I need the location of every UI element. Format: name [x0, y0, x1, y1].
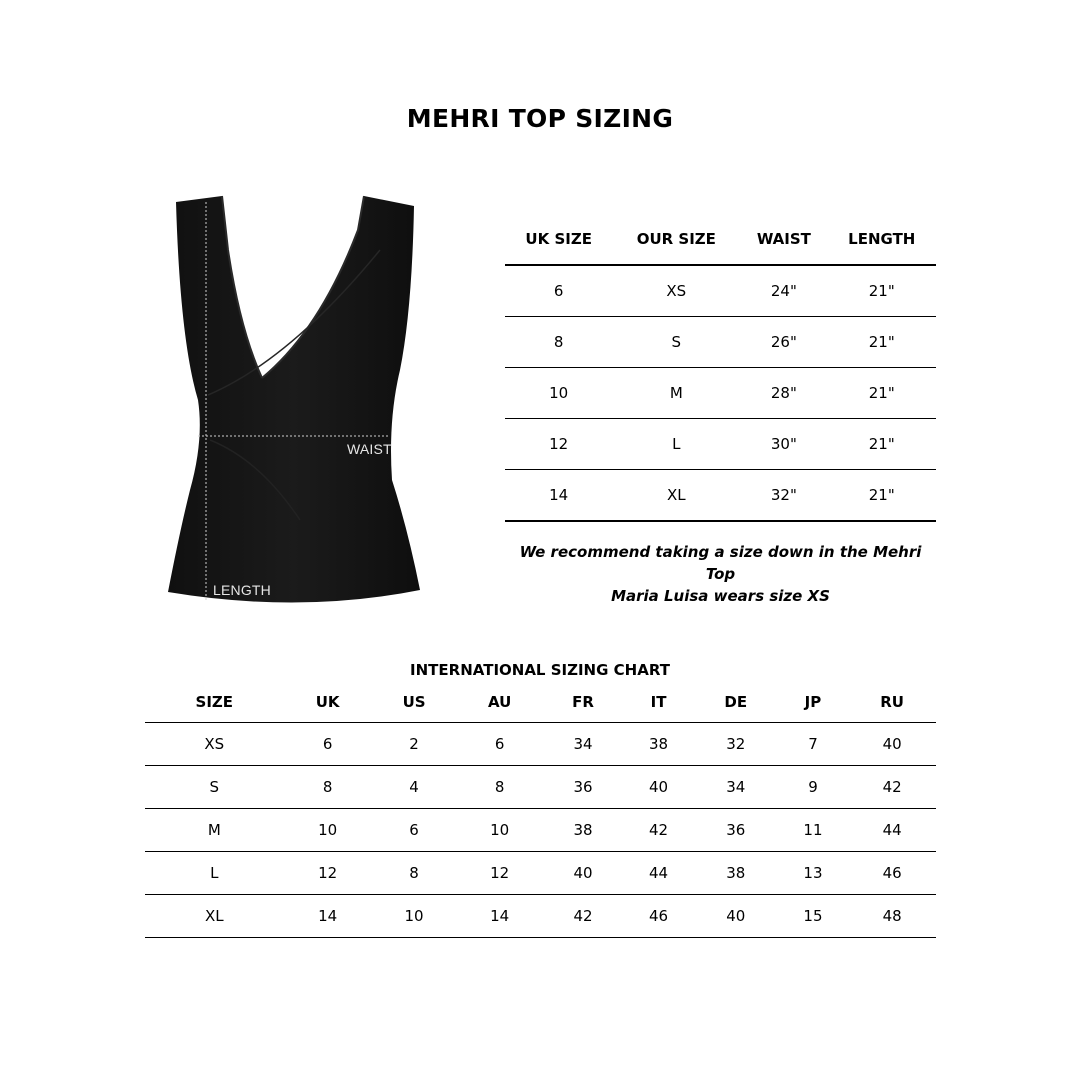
international-chart-title: INTERNATIONAL SIZING CHART — [410, 661, 670, 679]
table-cell: 8 — [505, 317, 612, 368]
table-cell: 21" — [828, 470, 936, 522]
table-row — [145, 852, 936, 895]
column-header: FR — [543, 682, 624, 723]
table-cell: 38 — [694, 852, 778, 895]
table-cell: 32" — [740, 470, 827, 522]
table-cell: 8 — [372, 852, 457, 895]
table-cell: 46 — [848, 852, 936, 895]
table-cell: 42 — [848, 766, 936, 809]
table-cell: 46 — [623, 895, 694, 938]
table-cell: 14 — [505, 470, 612, 522]
garment-illustration — [150, 190, 440, 615]
table-cell: 14 — [457, 895, 543, 938]
table-cell: 10 — [372, 895, 457, 938]
column-header: AU — [457, 682, 543, 723]
table-row — [145, 766, 936, 809]
table-cell: 48 — [848, 895, 936, 938]
size-table-header-row — [505, 214, 936, 265]
table-cell: XS — [145, 723, 284, 766]
table-cell: 26" — [740, 317, 827, 368]
table-cell: 40 — [848, 723, 936, 766]
table-row — [505, 470, 936, 522]
size-recommendation — [505, 541, 936, 607]
table-cell: 12 — [284, 852, 372, 895]
table-cell: 21" — [828, 265, 936, 317]
table-cell: 21" — [828, 317, 936, 368]
table-cell: 15 — [778, 895, 849, 938]
column-header: DE — [694, 682, 778, 723]
table-cell: 44 — [623, 852, 694, 895]
table-cell: 42 — [543, 895, 624, 938]
recommendation-line: We recommend taking a size down in the Mehri Top — [519, 543, 922, 583]
column-header: LENGTH — [828, 214, 936, 265]
table-cell: 42 — [623, 809, 694, 852]
table-row — [505, 419, 936, 470]
table-cell: 8 — [284, 766, 372, 809]
length-label: LENGTH — [213, 582, 271, 598]
table-cell: 6 — [457, 723, 543, 766]
table-cell: 2 — [372, 723, 457, 766]
table-cell: 40 — [543, 852, 624, 895]
table-cell: 14 — [284, 895, 372, 938]
table-cell: 11 — [778, 809, 849, 852]
column-header: US — [372, 682, 457, 723]
column-header: IT — [623, 682, 694, 723]
table-cell: 30" — [740, 419, 827, 470]
table-row — [145, 723, 936, 766]
table-cell: S — [145, 766, 284, 809]
model-size-note: Maria Luisa wears size XS — [611, 587, 830, 605]
table-cell: 6 — [284, 723, 372, 766]
table-cell: 6 — [372, 809, 457, 852]
table-cell: 4 — [372, 766, 457, 809]
table-cell: 36 — [694, 809, 778, 852]
table-cell: 10 — [505, 368, 612, 419]
table-cell: 28" — [740, 368, 827, 419]
table-cell: 24" — [740, 265, 827, 317]
table-cell: 36 — [543, 766, 624, 809]
table-row — [505, 368, 936, 419]
waist-label: WAIST — [347, 441, 392, 457]
table-cell: M — [145, 809, 284, 852]
column-header: JP — [778, 682, 849, 723]
table-cell: 21" — [828, 368, 936, 419]
table-cell: 6 — [505, 265, 612, 317]
table-cell: 10 — [284, 809, 372, 852]
size-table — [505, 214, 936, 522]
table-cell: 34 — [543, 723, 624, 766]
table-row — [145, 895, 936, 938]
table-cell: 10 — [457, 809, 543, 852]
table-cell: 9 — [778, 766, 849, 809]
table-row — [505, 317, 936, 368]
table-cell: L — [612, 419, 740, 470]
table-cell: 44 — [848, 809, 936, 852]
column-header: RU — [848, 682, 936, 723]
table-cell: S — [612, 317, 740, 368]
table-cell: 21" — [828, 419, 936, 470]
table-cell: 40 — [694, 895, 778, 938]
table-cell: 12 — [505, 419, 612, 470]
table-cell: 34 — [694, 766, 778, 809]
column-header: SIZE — [145, 682, 284, 723]
column-header: OUR SIZE — [612, 214, 740, 265]
table-cell: XL — [612, 470, 740, 522]
table-cell: 40 — [623, 766, 694, 809]
table-cell: 38 — [543, 809, 624, 852]
intl-header-row — [145, 682, 936, 723]
table-cell: L — [145, 852, 284, 895]
column-header: UK SIZE — [505, 214, 612, 265]
table-row — [145, 809, 936, 852]
table-cell: 7 — [778, 723, 849, 766]
international-sizing-table — [145, 682, 936, 938]
page-title: MEHRI TOP SIZING — [406, 104, 674, 133]
table-cell: 32 — [694, 723, 778, 766]
table-cell: 13 — [778, 852, 849, 895]
table-cell: 38 — [623, 723, 694, 766]
tank-top-image — [150, 190, 440, 615]
column-header: UK — [284, 682, 372, 723]
table-cell: XS — [612, 265, 740, 317]
table-cell: XL — [145, 895, 284, 938]
column-header: WAIST — [740, 214, 827, 265]
table-cell: 12 — [457, 852, 543, 895]
table-cell: M — [612, 368, 740, 419]
table-cell: 8 — [457, 766, 543, 809]
table-row — [505, 265, 936, 317]
